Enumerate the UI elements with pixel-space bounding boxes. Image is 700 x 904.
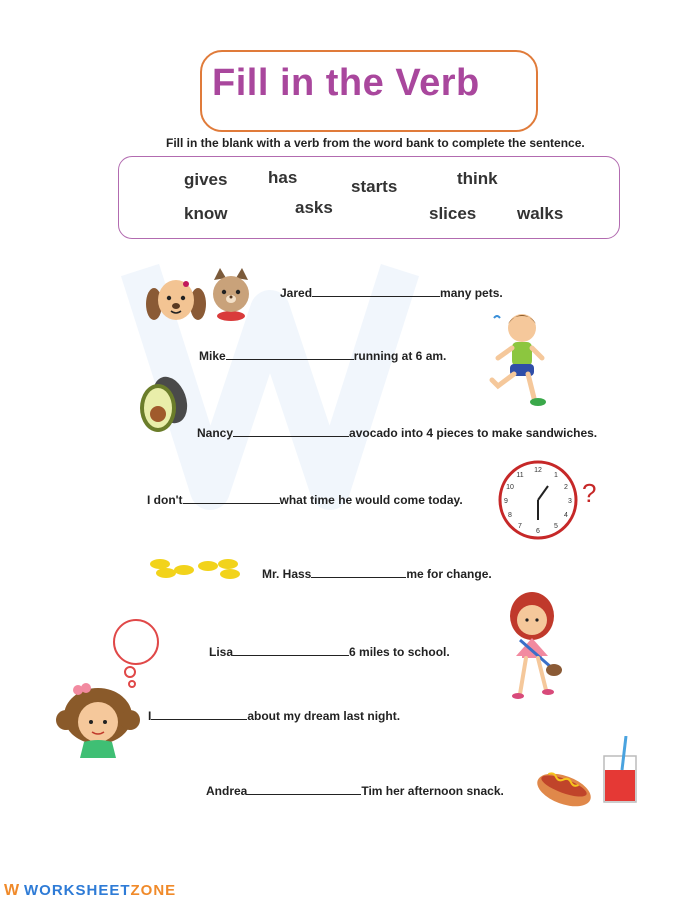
running-boy-icon: [484, 308, 550, 410]
avocado-icon: [136, 374, 192, 434]
page-title: Fill in the Verb: [212, 62, 480, 104]
svg-text:?: ?: [582, 478, 596, 508]
dog-icon: [144, 276, 208, 324]
coins-icon: [148, 556, 244, 582]
sentence-before: Lisa: [209, 645, 234, 659]
sentence-after: many pets.: [440, 286, 503, 300]
answer-blank[interactable]: [312, 286, 440, 297]
watermark-graphic: [120, 230, 420, 510]
sentence-after: running at 6 am.: [353, 349, 447, 363]
sentence-before: I don't: [147, 493, 183, 507]
answer-blank[interactable]: [247, 784, 361, 795]
sentence-4: [147, 493, 463, 507]
sentence-3: [197, 426, 597, 440]
svg-text:5: 5: [554, 523, 558, 530]
word-bank-item: know: [184, 204, 228, 223]
sentence-before: Mike: [199, 349, 226, 363]
answer-blank[interactable]: [183, 493, 280, 504]
word-bank-item: has: [268, 168, 298, 187]
sentence-after: 6 miles to school.: [349, 645, 450, 659]
clock-icon: [496, 458, 596, 544]
sentence-after: avocado into 4 pieces to make sandwiches.: [349, 426, 598, 440]
sentence-before: I: [148, 709, 152, 723]
girl-walking-icon: [500, 590, 566, 704]
svg-text:3: 3: [568, 498, 572, 505]
answer-blank[interactable]: [233, 426, 349, 437]
sentence-7: [148, 709, 400, 723]
footer-brand: [4, 882, 176, 902]
svg-text:4: 4: [564, 512, 568, 519]
worksheetzone-logo-icon: W: [4, 882, 20, 899]
svg-text:9: 9: [504, 498, 508, 505]
answer-blank[interactable]: [226, 349, 354, 360]
cat-icon: [208, 266, 254, 322]
sentence-before: Andrea: [206, 784, 248, 798]
svg-text:8: 8: [508, 512, 512, 519]
answer-blank[interactable]: [233, 645, 349, 656]
svg-text:10: 10: [506, 484, 514, 491]
svg-text:11: 11: [516, 472, 524, 479]
svg-text:12: 12: [534, 467, 542, 474]
svg-text:2: 2: [564, 484, 568, 491]
sentence-after: what time he would come today.: [279, 493, 463, 507]
sentence-before: Mr. Hass: [262, 567, 312, 581]
answer-blank[interactable]: [311, 567, 406, 578]
footer-brand-main: WORKSHEET: [24, 882, 131, 900]
thinking-girl-icon: [54, 680, 142, 760]
instructions-text: Fill in the blank with a verb from the word bank to complete the sentence.: [166, 136, 585, 150]
sentence-after: Tim her afternoon snack.: [361, 784, 504, 798]
snack-icon: [534, 736, 646, 818]
sentence-5: [262, 567, 492, 581]
word-bank-item: walks: [517, 204, 564, 223]
svg-text:7: 7: [518, 523, 522, 530]
sentence-2: [199, 349, 446, 363]
svg-text:1: 1: [554, 472, 558, 479]
word-bank-item: think: [457, 169, 498, 188]
word-bank-item: starts: [351, 177, 398, 196]
svg-text:6: 6: [536, 528, 540, 535]
word-bank-item: asks: [295, 198, 333, 217]
sentence-8: [206, 784, 504, 798]
sentence-after: me for change.: [406, 567, 492, 581]
word-bank-item: gives: [184, 170, 228, 189]
sentence-1: [280, 286, 503, 300]
sentence-before: Jared: [280, 286, 313, 300]
sentence-before: Nancy: [197, 426, 234, 440]
sentence-6: [209, 645, 450, 659]
sentence-after: about my dream last night.: [247, 709, 401, 723]
word-bank: [118, 156, 620, 239]
answer-blank[interactable]: [151, 709, 247, 720]
word-bank-item: slices: [429, 204, 477, 223]
footer-brand-accent: ZONE: [130, 882, 177, 900]
